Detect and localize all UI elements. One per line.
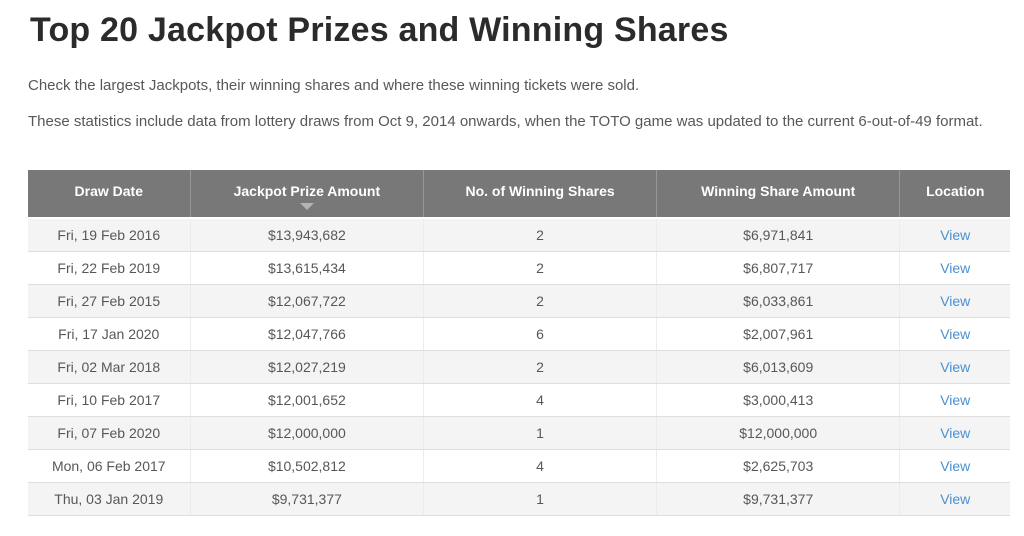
cell-draw-date: Fri, 02 Mar 2018 — [28, 350, 190, 383]
cell-share-amount: $9,731,377 — [656, 482, 900, 515]
cell-location — [900, 218, 1010, 251]
cell-location — [900, 350, 1010, 383]
cell-draw-date: Thu, 03 Jan 2019 — [28, 482, 190, 515]
cell-location — [900, 284, 1010, 317]
cell-winning-shares: 2 — [424, 284, 657, 317]
cell-share-amount: $12,000,000 — [656, 416, 900, 449]
cell-share-amount: $6,013,609 — [656, 350, 900, 383]
cell-draw-date: Fri, 22 Feb 2019 — [28, 251, 190, 284]
table-header — [28, 170, 1010, 218]
cell-winning-shares: 6 — [424, 317, 657, 350]
cell-jackpot-prize: $12,027,219 — [190, 350, 424, 383]
cell-location — [900, 317, 1010, 350]
table-row — [28, 218, 1010, 251]
cell-jackpot-prize: $12,047,766 — [190, 317, 424, 350]
cell-location — [900, 482, 1010, 515]
cell-draw-date: Fri, 10 Feb 2017 — [28, 383, 190, 416]
cell-location — [900, 383, 1010, 416]
cell-winning-shares: 1 — [424, 482, 657, 515]
page-title: Top 20 Jackpot Prizes and Winning Shares — [30, 11, 729, 49]
table-header-row — [28, 170, 1010, 218]
cell-draw-date: Fri, 27 Feb 2015 — [28, 284, 190, 317]
sort-desc-icon — [300, 203, 314, 210]
cell-jackpot-prize: $13,615,434 — [190, 251, 424, 284]
view-location-link[interactable]: View — [940, 325, 971, 342]
table-row — [28, 251, 1010, 284]
table-row — [28, 449, 1010, 482]
view-location-link[interactable]: View — [940, 292, 971, 309]
column-header-label: Draw Date — [74, 183, 143, 199]
view-location-link[interactable]: View — [940, 259, 971, 276]
column-header-label: Location — [926, 183, 985, 199]
cell-draw-date: Fri, 17 Jan 2020 — [28, 317, 190, 350]
cell-share-amount: $2,007,961 — [656, 317, 900, 350]
view-location-link[interactable]: View — [940, 358, 971, 375]
view-location-link[interactable]: View — [940, 424, 971, 441]
cell-share-amount: $6,807,717 — [656, 251, 900, 284]
cell-location — [900, 449, 1010, 482]
column-header-jackpot_prize[interactable] — [190, 170, 424, 218]
view-location-link[interactable]: View — [940, 226, 971, 243]
cell-jackpot-prize: $9,731,377 — [190, 482, 424, 515]
cell-winning-shares: 2 — [424, 251, 657, 284]
table-row — [28, 416, 1010, 449]
cell-jackpot-prize: $12,001,652 — [190, 383, 424, 416]
table-row — [28, 482, 1010, 515]
column-header-label: No. of Winning Shares — [465, 183, 615, 199]
cell-draw-date: Mon, 06 Feb 2017 — [28, 449, 190, 482]
cell-jackpot-prize: $13,943,682 — [190, 218, 424, 251]
intro-text-1: Check the largest Jackpots, their winning shares and where these winning tickets were sold. — [28, 77, 640, 94]
table-row — [28, 317, 1010, 350]
cell-winning-shares: 4 — [424, 449, 657, 482]
view-location-link[interactable]: View — [940, 391, 971, 408]
intro-text-2: These statistics include data from lottery draws from Oct 9, 2014 onwards, when the TOTO game was updated to the current 6-out-of-49 format. — [28, 113, 983, 130]
cell-jackpot-prize: $12,000,000 — [190, 416, 424, 449]
page-content — [0, 10, 1024, 516]
cell-winning-shares: 2 — [424, 350, 657, 383]
column-header-draw_date[interactable] — [28, 170, 190, 218]
cell-jackpot-prize: $10,502,812 — [190, 449, 424, 482]
column-header-winning_shares[interactable] — [424, 170, 657, 218]
cell-share-amount: $6,033,861 — [656, 284, 900, 317]
table-body — [28, 218, 1010, 515]
cell-location — [900, 251, 1010, 284]
table-row — [28, 284, 1010, 317]
cell-share-amount: $6,971,841 — [656, 218, 900, 251]
table-row — [28, 383, 1010, 416]
jackpot-prizes-table — [28, 170, 1010, 516]
cell-location — [900, 416, 1010, 449]
cell-draw-date: Fri, 19 Feb 2016 — [28, 218, 190, 251]
cell-winning-shares: 2 — [424, 218, 657, 251]
cell-share-amount: $3,000,413 — [656, 383, 900, 416]
view-location-link[interactable]: View — [940, 457, 971, 474]
table-row — [28, 350, 1010, 383]
view-location-link[interactable]: View — [940, 490, 971, 507]
cell-draw-date: Fri, 07 Feb 2020 — [28, 416, 190, 449]
column-header-label: Jackpot Prize Amount — [233, 183, 381, 199]
cell-winning-shares: 1 — [424, 416, 657, 449]
column-header-label: Winning Share Amount — [701, 183, 856, 199]
cell-winning-shares: 4 — [424, 383, 657, 416]
cell-share-amount: $2,625,703 — [656, 449, 900, 482]
cell-jackpot-prize: $12,067,722 — [190, 284, 424, 317]
column-header-location[interactable] — [900, 170, 1010, 218]
column-header-share_amount[interactable] — [656, 170, 900, 218]
